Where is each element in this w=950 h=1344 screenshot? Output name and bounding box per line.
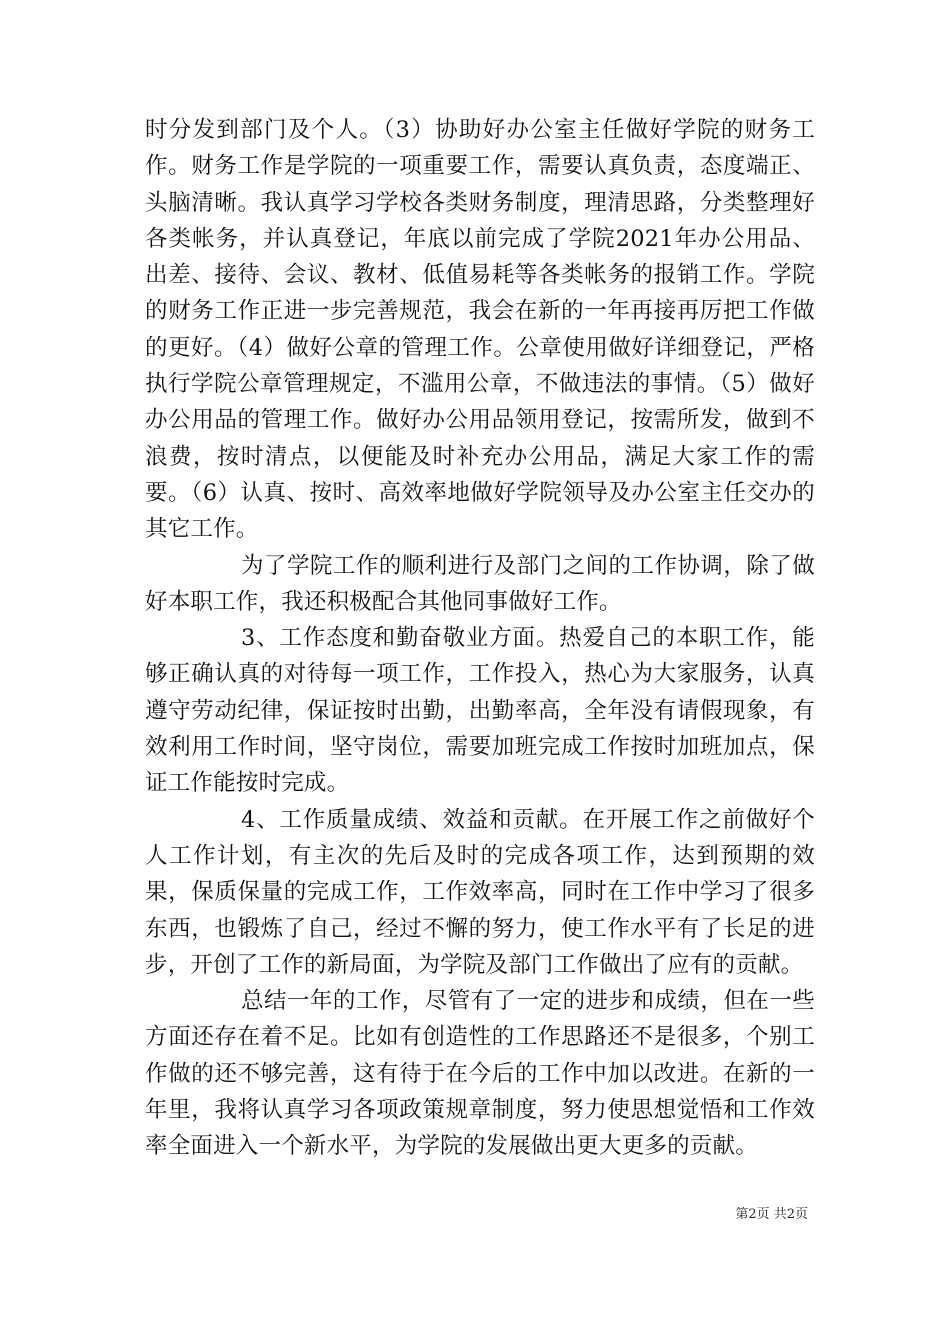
- paragraph-work-attitude: 3、工作态度和勤奋敬业方面。热爱自己的本职工作，能够正确认真的对待每一项工作，工作投入，热心为大家服务，认真遵守劳动纪律，保证按时出勤，出勤率高，全年没有请假现象，有效利用工作时间，坚守岗位，需要加班完成工作按时加班加点，保证工作能按时完成。: [145, 625, 815, 797]
- paragraph-summary: 总结一年的工作，尽管有了一定的进步和成绩，但在一些方面还存在着不足。比如有创造性的工作思路还不是很多，个别工作做的还不够完善，这有待于在今后的工作中加以改进。在新的一年里，我将认真学习各项政策规章制度，努力使思想觉悟和工作效率全面进入一个新水平，为学院的发展做出更大更多的贡献。: [145, 988, 815, 1160]
- document-body: [145, 112, 815, 1165]
- page-number-footer: 第2页 共2页: [735, 1207, 808, 1222]
- paragraph-coordination: 为了学院工作的顺利进行及部门之间的工作协调，除了做好本职工作，我还积极配合其他同事做好工作。: [145, 552, 815, 615]
- paragraph-work-quality: 4、工作质量成绩、效益和贡献。在开展工作之前做好个人工作计划，有主次的先后及时的完成各项工作，达到预期的效果，保质保量的完成工作，工作效率高，同时在工作中学习了很多东西，也锻炼了自己，经过不懈的努力，使工作水平有了长足的进步，开创了工作的新局面，为学院及部门工作做出了应有的贡献。: [145, 806, 815, 978]
- paragraph-finance-duties: 时分发到部门及个人。（3）协助好办公室主任做好学院的财务工作。财务工作是学院的一项重要工作，需要认真负责，态度端正、头脑清晰。我认真学习学校各类财务制度，理清思路，分类整理好各类帐务，并认真登记，年底以前完成了学院2021年办公用品、出差、接待、会议、教材、低值易耗等各类帐务的报销工作。学院的财务工作正进一步完善规范，我会在新的一年再接再厉把工作做的更好。（4）做好公章的管理工作。公章使用做好详细登记，严格执行学院公章管理规定，不滥用公章，不做违法的事情。（5）做好办公用品的管理工作。做好办公用品领用登记，按需所发，做到不浪费，按时清点，以便能及时补充办公用品，满足大家工作的需要。（6）认真、按时、高效率地做好学院领导及办公室主任交办的其它工作。: [145, 117, 815, 543]
